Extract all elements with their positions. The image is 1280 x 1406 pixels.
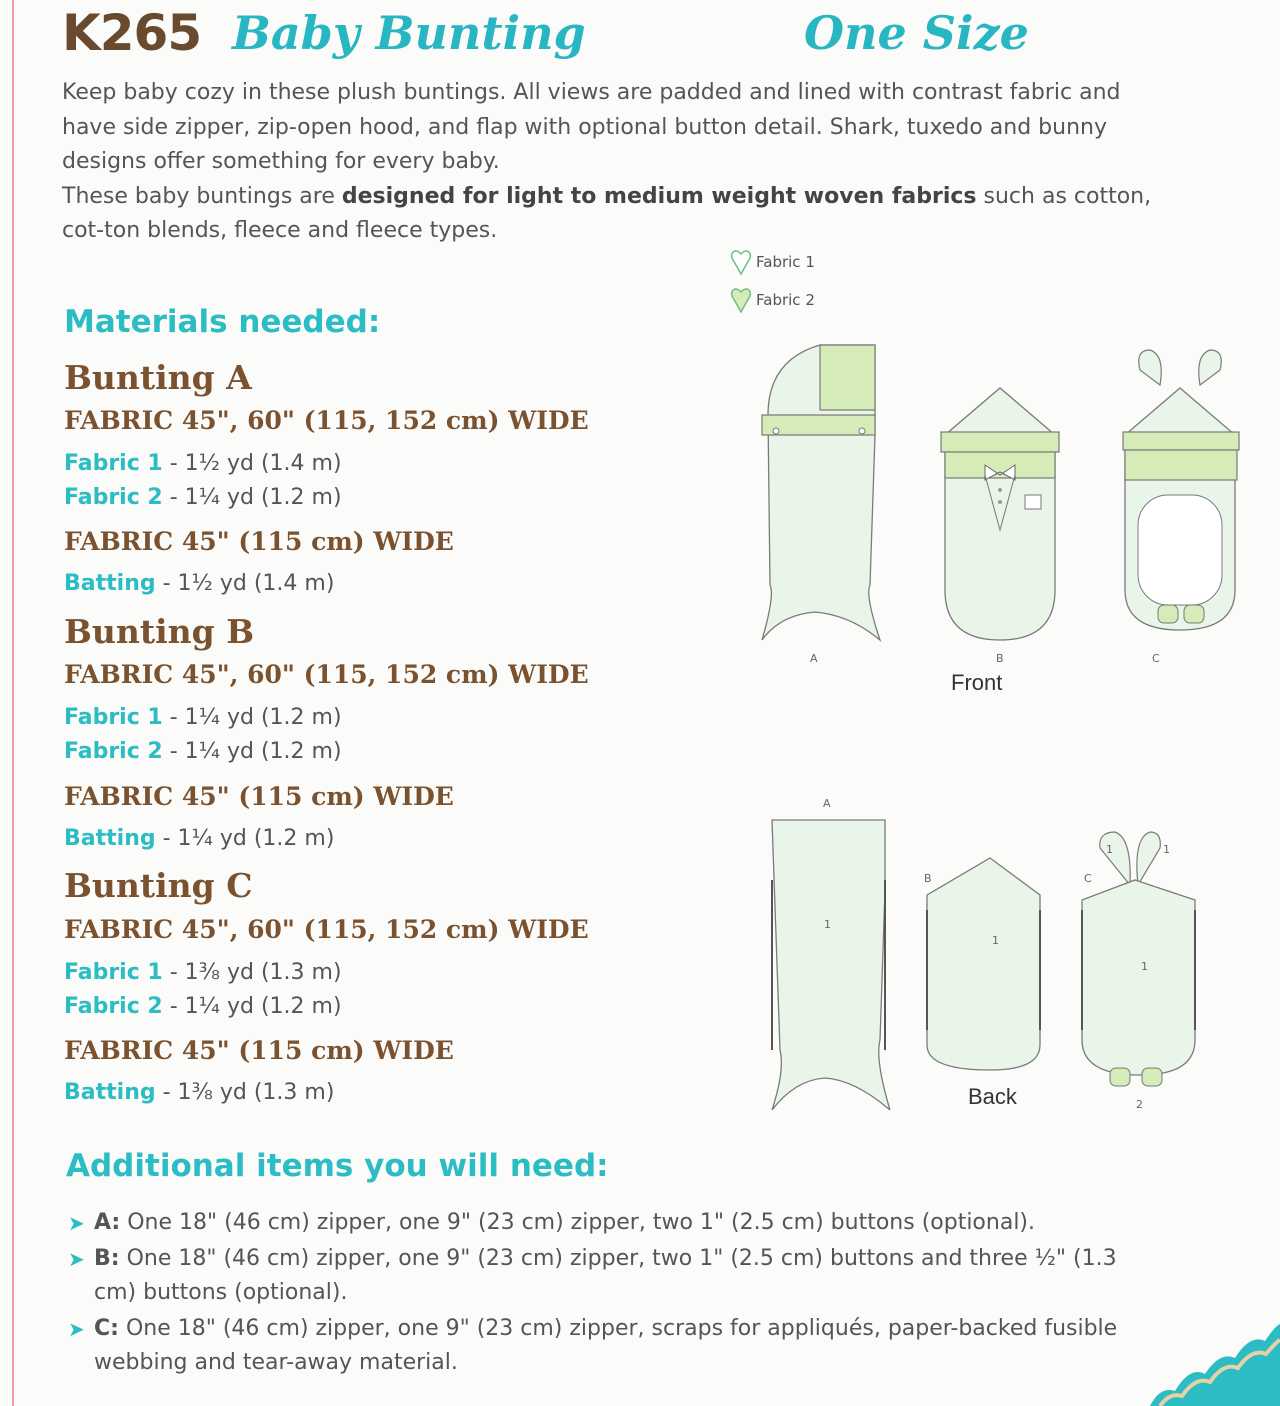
bunting-c-batting: Batting - 1⅜ yd (1.3 m) xyxy=(64,1080,335,1105)
back-view-title: Back xyxy=(968,1084,1017,1109)
front-view-illustrations xyxy=(740,340,1260,650)
intro-paragraph-1: Keep baby cozy in these plush buntings. All views are padded and lined with contrast fabric and have side zipper, zip-open hood, and flap with optional button detail. Shark, tuxedo and bunny designs offer something for every baby. xyxy=(62,80,1121,174)
front-view-title: Front xyxy=(951,670,1003,695)
additional-item-a: ➤ A: One 18" (46 cm) zipper, one 9" (23 cm) zipper, two 1" (2.5 cm) buttons (optional). xyxy=(68,1206,1158,1240)
view-a-back-label: A xyxy=(823,797,831,810)
intro-paragraph-2: These baby buntings are designed for light to medium weight woven fabrics such as cotton, cot-ton blends, fleece and fleece types. xyxy=(62,183,1152,243)
view-c-back-drawing xyxy=(1082,832,1195,1086)
pattern-number: K265 xyxy=(62,4,202,62)
legend-fabric-1-label: Fabric 1 xyxy=(756,253,815,271)
bunting-c-fabric-2: Fabric 2 - 1¼ yd (1.2 m) xyxy=(64,994,342,1019)
additional-item-b: ➤ B: One 18" (46 cm) zipper, one 9" (23 cm) zipper, two 1" (2.5 cm) buttons and three ½" (1.3 cm) buttons (optional). xyxy=(68,1242,1158,1310)
piece-number-ear-right: 1 xyxy=(1163,843,1170,856)
bunting-b-width-1: FABRIC 45", 60" (115, 152 cm) WIDE xyxy=(64,660,589,689)
back-view-illustrations xyxy=(760,810,1220,1110)
pattern-size: One Size xyxy=(804,6,1029,60)
view-c-back-label: C xyxy=(1084,872,1092,885)
additional-items-list xyxy=(68,1206,1158,1382)
bunting-a-width-2: FABRIC 45" (115 cm) WIDE xyxy=(64,527,454,556)
bunting-b-width-2: FABRIC 45" (115 cm) WIDE xyxy=(64,782,454,811)
legend-fabric-2 xyxy=(730,286,815,314)
bunting-a-fabric-2: Fabric 2 - 1¼ yd (1.2 m) xyxy=(64,485,342,510)
view-a-front-label: A xyxy=(810,652,818,665)
arrow-icon: ➤ xyxy=(68,1211,85,1235)
materials-heading: Materials needed: xyxy=(64,304,381,340)
view-b-back-label: B xyxy=(924,872,932,885)
bunting-c-title: Bunting C xyxy=(64,866,253,905)
piece-number-b: 1 xyxy=(992,934,999,947)
legend-fabric-2-label: Fabric 2 xyxy=(756,291,815,309)
view-b-front-label: B xyxy=(996,652,1004,665)
heart-outline-icon xyxy=(730,248,752,276)
bunting-b-fabric-2: Fabric 2 - 1¼ yd (1.2 m) xyxy=(64,739,342,764)
view-c-front-drawing xyxy=(1123,350,1239,630)
legend-fabric-1 xyxy=(730,248,815,276)
additional-item-c: ➤ C: One 18" (46 cm) zipper, one 9" (23 cm) zipper, scraps for appliqués, paper-backed fusible webbing and tear-away material. xyxy=(68,1312,1158,1380)
bunting-a-title: Bunting A xyxy=(64,358,252,397)
bunting-b-title: Bunting B xyxy=(64,612,255,651)
additional-heading: Additional items you will need: xyxy=(66,1148,609,1184)
piece-number-feet: 2 xyxy=(1136,1098,1143,1111)
arrow-icon: ➤ xyxy=(68,1247,85,1271)
bunting-a-fabric-1: Fabric 1 - 1½ yd (1.4 m) xyxy=(64,451,342,476)
view-b-back-drawing xyxy=(927,858,1040,1070)
bunting-b-fabric-1: Fabric 1 - 1¼ yd (1.2 m) xyxy=(64,705,342,730)
bunting-a-batting: Batting - 1½ yd (1.4 m) xyxy=(64,571,335,596)
page-margin-line xyxy=(12,0,14,1406)
pattern-title: Baby Bunting xyxy=(232,6,586,60)
bunting-a-width-1: FABRIC 45", 60" (115, 152 cm) WIDE xyxy=(64,406,589,435)
bunting-b-batting: Batting - 1¼ yd (1.2 m) xyxy=(64,826,335,851)
bunting-c-width-2: FABRIC 45" (115 cm) WIDE xyxy=(64,1036,454,1065)
bunting-c-width-1: FABRIC 45", 60" (115, 152 cm) WIDE xyxy=(64,915,589,944)
piece-number-a: 1 xyxy=(824,918,831,931)
view-a-front-drawing xyxy=(762,345,880,640)
view-c-front-label: C xyxy=(1152,652,1160,665)
intro-bold-phrase: designed for light to medium weight woven fabrics xyxy=(341,183,977,209)
intro-text xyxy=(62,76,1172,249)
bunting-c-fabric-1: Fabric 1 - 1⅜ yd (1.3 m) xyxy=(64,960,342,985)
piece-number-c: 1 xyxy=(1141,960,1148,973)
piece-number-ear-left: 1 xyxy=(1106,843,1113,856)
arrow-icon: ➤ xyxy=(68,1317,85,1341)
decorative-wave-border xyxy=(1150,1296,1280,1406)
view-b-front-drawing xyxy=(941,388,1059,640)
heart-filled-icon xyxy=(730,286,752,314)
view-a-back-drawing xyxy=(772,820,890,1110)
